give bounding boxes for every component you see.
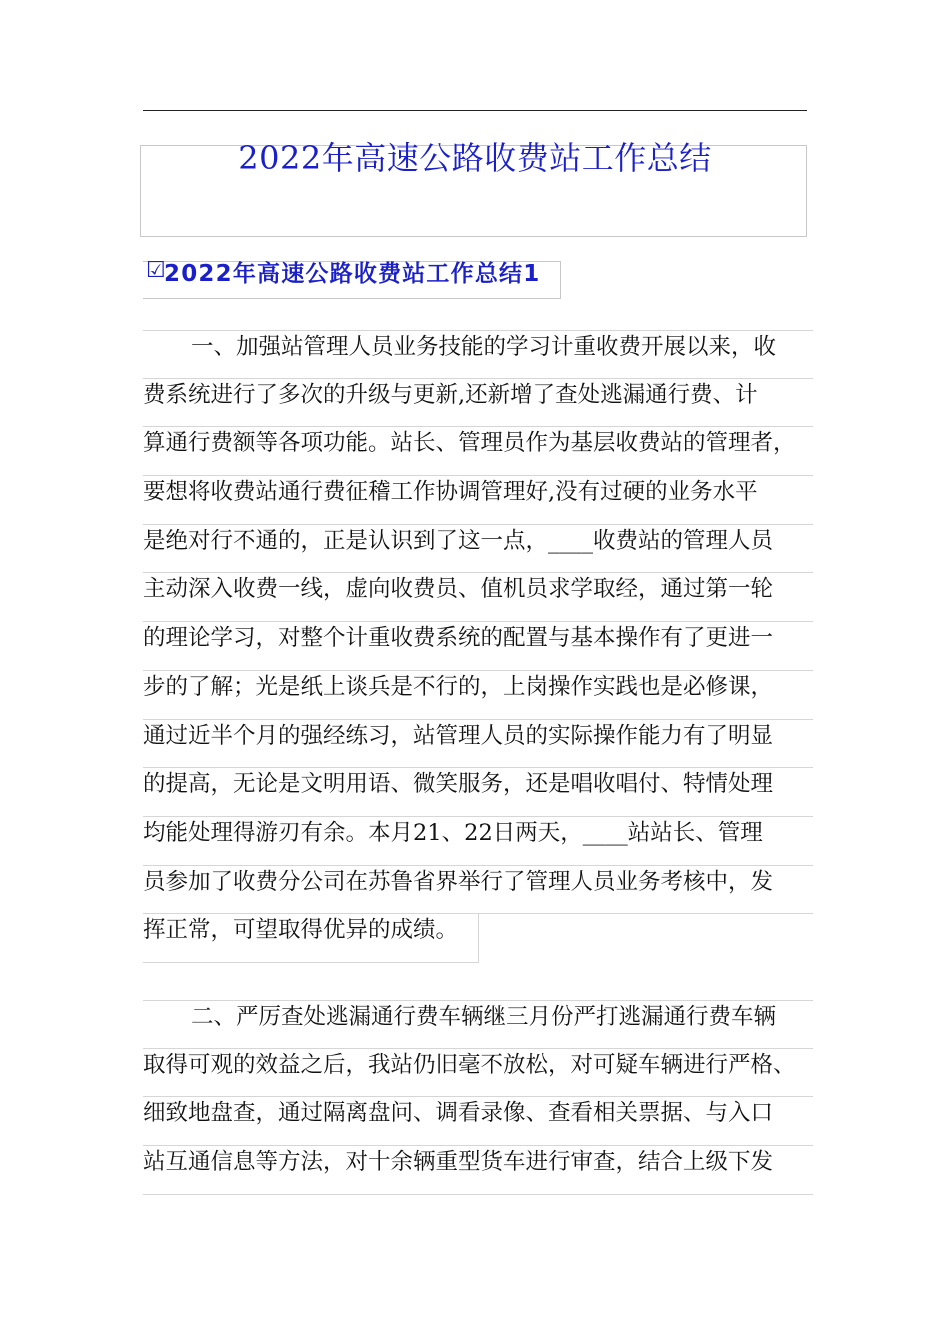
paragraph-line: 步的了解；光是纸上谈兵是不行的，上岗操作实践也是必修课， — [143, 671, 813, 720]
paragraph-line: 员参加了收费分公司在苏鲁省界举行了管理人员业务考核中，发 — [143, 866, 813, 915]
paragraph-line: 主动深入收费一线，虚向收费员、值机员求学取经，通过第一轮 — [143, 573, 813, 622]
paragraph-line: 要想将收费站通行费征稽工作协调管理好,没有过硬的业务水平 — [143, 476, 813, 525]
top-rule — [143, 110, 807, 111]
paragraph-line: 取得可观的效益之后，我站仍旧毫不放松，对可疑车辆进行严格、 — [143, 1049, 813, 1098]
paragraph-1 — [143, 330, 813, 963]
paragraph-line: 费系统进行了多次的升级与更新,还新增了查处逃漏通行费、计 — [143, 379, 813, 428]
paragraph-line: 细致地盘查，通过隔离盘问、调看录像、查看相关票据、与入口 — [143, 1097, 813, 1146]
paragraph-line: 均能处理得游刃有余。本月21、22日两天，____站站长、管理 — [143, 817, 813, 866]
paragraph-line: 是绝对行不通的，正是认识到了这一点，____收费站的管理人员 — [143, 525, 813, 574]
paragraph-line: 的提高，无论是文明用语、微笑服务，还是唱收唱付、特情处理 — [143, 768, 813, 817]
paragraph-line: 通过近半个月的强经练习，站管理人员的实际操作能力有了明显 — [143, 720, 813, 769]
paragraph-2 — [143, 1000, 813, 1195]
paragraph-line: 站互通信息等方法，对十余辆重型货车进行审查，结合上级下发 — [143, 1146, 813, 1195]
paragraph-line: 二、严厉查处逃漏通行费车辆继三月份严打逃漏通行费车辆 — [143, 1000, 813, 1049]
document-title: 2022年高速公路收费站工作总结 — [238, 139, 712, 177]
paragraph-line: 挥正常，可望取得优异的成绩。 — [143, 914, 479, 963]
paragraph-line: 的理论学习，对整个计重收费系统的配置与基本操作有了更进一 — [143, 622, 813, 671]
paragraph-line: 算通行费额等各项功能。站长、管理员作为基层收费站的管理者， — [143, 427, 813, 476]
section-heading: 2022年高速公路收费站工作总结1 — [164, 261, 541, 287]
checkbox-icon: ☑ — [146, 258, 166, 283]
paragraph-line: 一、加强站管理人员业务技能的学习计重收费开展以来，收 — [143, 330, 813, 379]
